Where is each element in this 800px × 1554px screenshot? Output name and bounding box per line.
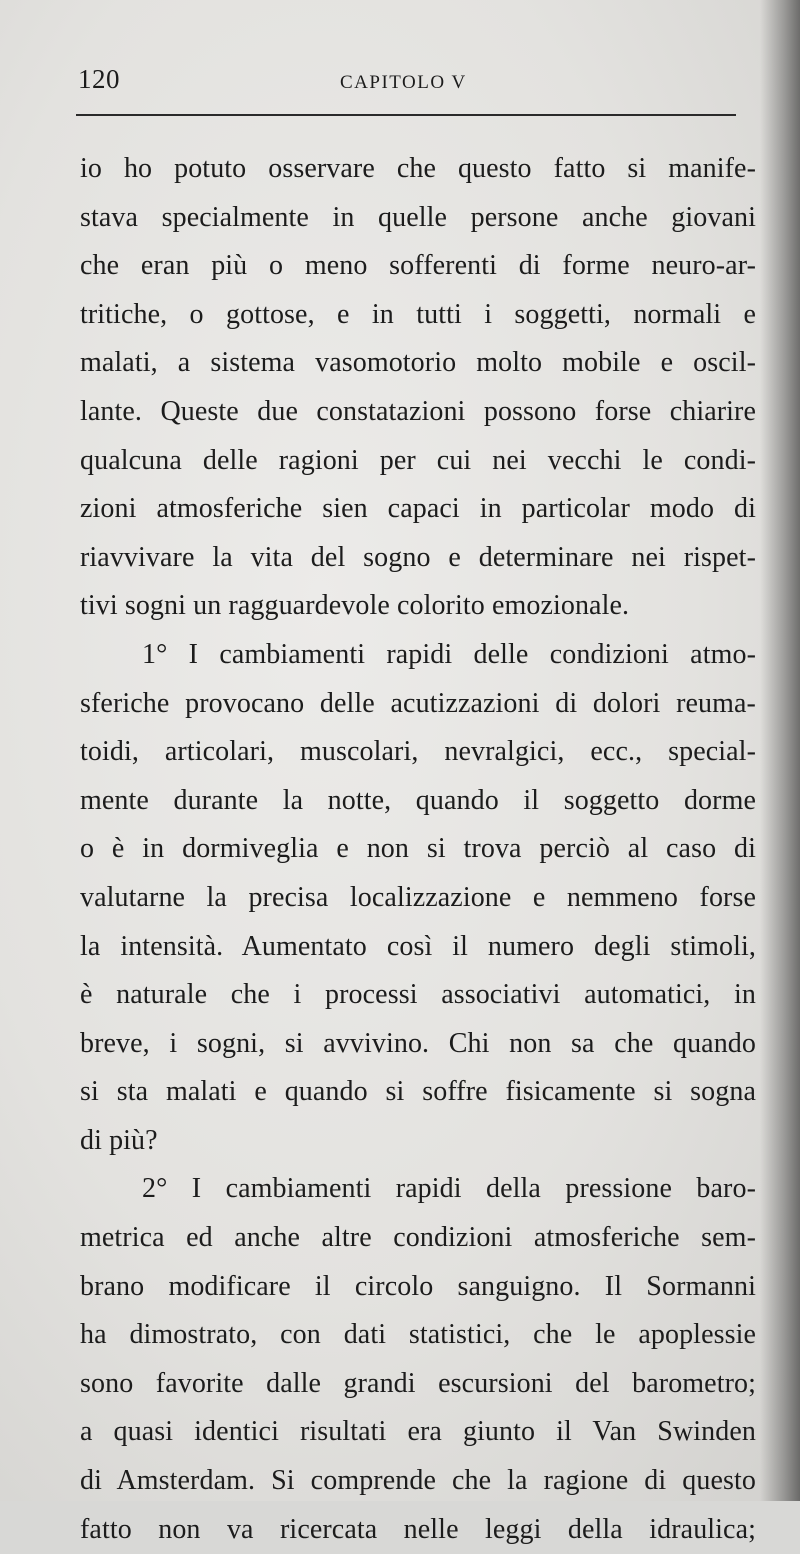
page-number: 120 [78,64,120,94]
running-head: CAPITOLO V [340,72,467,93]
text-line: valutarne la precisa localizzazione e nemmeno forse [80,881,756,913]
text-line: breve, i sogni, si avvivino. Chi non sa che quando [80,1027,756,1059]
text-line: metrica ed anche altre condizioni atmosferiche sem- [80,1222,756,1254]
paragraph-start-line: 2° I cambiamenti rapidi della pressione baro- [142,1173,756,1205]
text-line: malati, a sistema vasomotorio molto mobile e oscil- [80,347,756,379]
text-line: brano modificare il circolo sanguigno. Il Sormanni [80,1270,756,1302]
text-line: io ho potuto osservare che questo fatto si manife- [80,153,756,184]
text-line: di Amsterdam. Si comprende che la ragione di questo [80,1465,756,1497]
text-line: lante. Queste due constatazioni possono forse chiarire [80,395,756,427]
text-line: o è in dormiveglia e non si trova perciò al caso di [80,833,756,865]
page-spine-shadow [760,0,800,1501]
text-line: tivi sogni un ragguardevole colorito emozionale. [80,590,630,622]
text-line: di più? [80,1124,158,1156]
text-line: sferiche provocano delle acutizzazioni di dolori reuma- [80,687,756,719]
body-text [80,145,756,1554]
text-line: ha dimostrato, con dati statistici, che le apoplessie [80,1319,756,1351]
page-header [78,64,758,108]
text-line: sono favorite dalle grandi escursioni del barometro; [80,1367,756,1399]
text-line: si sta malati e quando si soffre fisicamente si sogna [80,1076,756,1108]
text-line: stava specialmente in quelle persone anche giovani [80,201,756,233]
text-line: riavvivare la vita del sogno e determinare nei rispet- [80,541,756,573]
text-line: qualcuna delle ragioni per cui nei vecchi le condi- [80,444,756,476]
text-line: è naturale che i processi associativi automatici, in [80,979,756,1011]
paragraph-start-line: 1° I cambiamenti rapidi delle condizioni atmo- [142,638,756,670]
text-line: toidi, articolari, muscolari, nevralgici, ecc., special- [80,736,756,768]
text-line: che eran più o meno sofferenti di forme neuro-ar- [80,250,756,282]
header-rule [76,114,736,116]
text-line: zioni atmosferiche sien capaci in particolar modo di [80,493,756,525]
text-line: la intensità. Aumentato così il numero degli stimoli, [80,930,756,962]
text-line: tritiche, o gottose, e in tutti i soggetti, normali e [80,298,756,330]
text-line: fatto non va ricercata nelle leggi della idraulica; [80,1513,756,1545]
text-line: a quasi identici risultati era giunto il Van Swinden [80,1416,756,1448]
text-line: mente durante la notte, quando il soggetto dorme [80,784,756,816]
